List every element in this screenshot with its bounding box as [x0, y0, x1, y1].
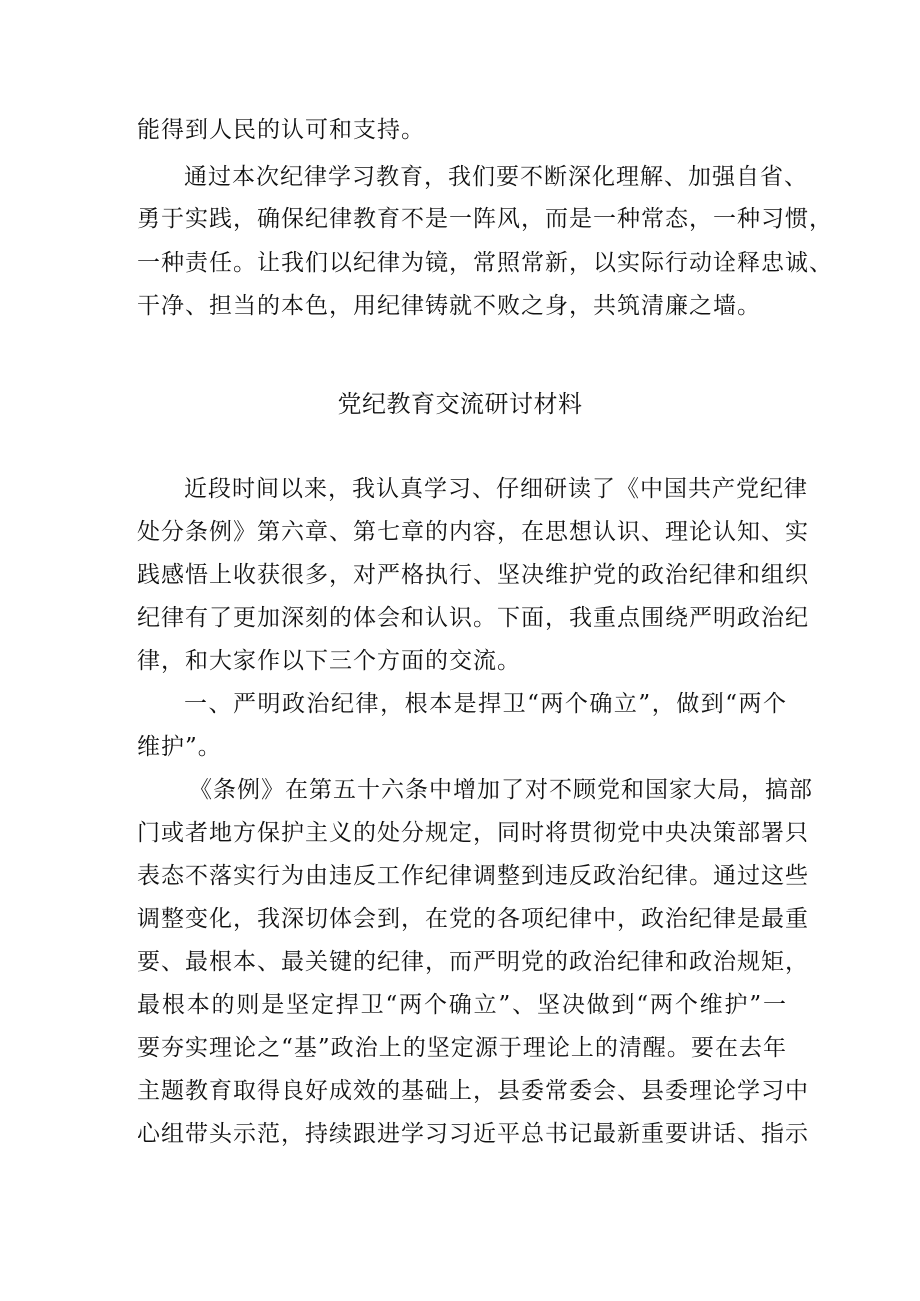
paragraph-line: 律，和大家作以下三个方面的交流。: [137, 648, 521, 674]
paragraph-line: 能得到人民的认可和支持。: [137, 117, 425, 143]
paragraph-line: 表态不落实行为由违反工作纪律调整到违反政治纪律。通过这些: [137, 863, 809, 889]
paragraph-line: 处分条例》第六章、第七章的内容，在思想认识、理论认知、实: [137, 519, 809, 545]
paragraph-line: 最根本的则是坚定捍卫“两个确立”、坚决做到“两个维护”一: [137, 992, 787, 1018]
paragraph-line: 心组带头示范，持续跟进学习习近平总书记最新重要讲话、指示: [137, 1121, 809, 1147]
paragraph-line: 要、最根本、最关键的纪律，而严明党的政治纪律和政治规矩，: [137, 949, 809, 975]
paragraph-line: 勇于实践，确保纪律教育不是一阵风，而是一种常态，一种习惯，: [137, 206, 833, 232]
paragraph-line: 干净、担当的本色，用纪律铸就不败之身，共筑清廉之墙。: [137, 293, 761, 319]
paragraph-line: 纪律有了更加深刻的体会和认识。下面，我重点围绕严明政治纪: [137, 605, 809, 631]
document-title: 党纪教育交流研讨材料: [337, 390, 583, 418]
paragraph-line: 一种责任。让我们以纪律为镜，常照常新，以实际行动诠释忠诚、: [137, 250, 833, 276]
paragraph-line: 近段时间以来，我认真学习、仔细研读了《中国共产党纪律: [184, 476, 808, 502]
paragraph-line: 《条例》在第五十六条中增加了对不顾党和国家大局，搞部: [189, 777, 813, 803]
paragraph-line: 主题教育取得良好成效的基础上，县委常委会、县委理论学习中: [137, 1078, 809, 1104]
paragraph-line: 通过本次纪律学习教育，我们要不断深化理解、加强自省、: [184, 164, 808, 190]
section-heading-line: 维护”。: [137, 734, 222, 760]
paragraph-line: 调整变化，我深切体会到，在党的各项纪律中，政治纪律是最重: [137, 906, 809, 932]
paragraph-line: 践感悟上收获很多，对严格执行、坚决维护党的政治纪律和组织: [137, 562, 809, 588]
section-heading-line: 一、严明政治纪律，根本是捍卫“两个确立”，做到“两个: [184, 691, 787, 717]
paragraph-line: 门或者地方保护主义的处分规定，同时将贯彻党中央决策部署只: [137, 820, 809, 846]
paragraph-line: 要夯实理论之“基”政治上的坚定源于理论上的清醒。要在去年: [137, 1035, 787, 1061]
